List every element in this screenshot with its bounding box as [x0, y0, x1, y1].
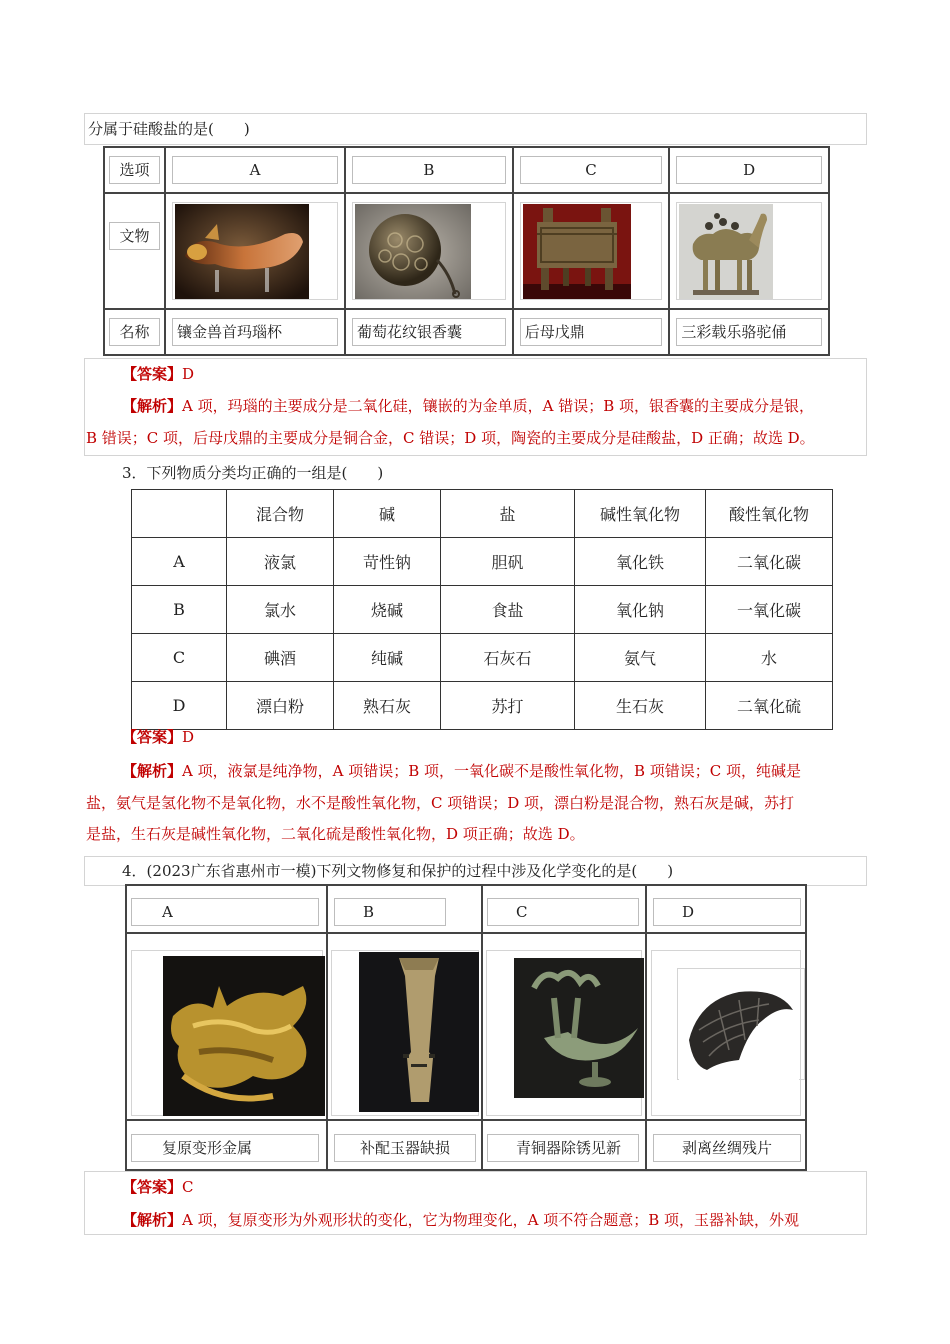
q4-option-d-letter: D — [653, 898, 801, 926]
q2-answer-label: 【答案】 — [122, 365, 183, 383]
q2-stem-tail: 分属于硅酸盐的是( ) — [88, 120, 250, 138]
table-row — [132, 634, 833, 682]
q3-analysis-line3: 是盐，生石灰是碱性氧化物，二氧化硫是酸性氧化物，D 项正确；故选 D。 — [86, 825, 585, 843]
q3-cell: 胆矾 — [441, 538, 575, 586]
q3-answer-label: 【答案】 — [122, 728, 183, 746]
q3-cell: 氧化铁 — [575, 538, 706, 586]
agate-cup-image — [175, 204, 309, 300]
q4-analysis-label: 【解析】 — [122, 1211, 183, 1229]
q4-option-b-caption: 补配玉器缺损 — [334, 1134, 476, 1162]
q2-option-b-letter: B — [352, 156, 506, 184]
q3-stem: 3．下列物质分类均正确的一组是( ) — [122, 464, 384, 482]
q3-cell: A — [132, 538, 227, 586]
q2-artifact-table — [103, 146, 830, 356]
q3-cell: B — [132, 586, 227, 634]
q4-option-b-letter: B — [334, 898, 446, 926]
q2-analysis-line2: B 错误；C 项，后母戊鼎的主要成分是铜合金，C 错误；D 项，陶瓷的主要成分是硅酸盐，D 正确；故选 D。 — [86, 429, 815, 447]
q2-row-artifact-label: 文物 — [109, 222, 160, 250]
q2-header-option-label: 选项 — [109, 156, 160, 184]
q3-cell: 漂白粉 — [227, 682, 334, 730]
q4-analysis-text1: A 项，复原变形为外观形状的变化，它为物理变化，A 项不符合题意；B 项，玉器补缺，外观 — [182, 1211, 800, 1229]
q3-header-cell: 碱性氧化物 — [575, 490, 706, 538]
q3-cell: C — [132, 634, 227, 682]
q3-cell: 苛性钠 — [334, 538, 441, 586]
sancai-camel-image — [679, 204, 773, 300]
q2-option-a-name: 镶金兽首玛瑙杯 — [172, 318, 338, 346]
q2-option-b-name: 葡萄花纹银香囊 — [352, 318, 506, 346]
q3-header-cell — [132, 490, 227, 538]
q3-cell: 碘酒 — [227, 634, 334, 682]
q3-cell: 生石灰 — [575, 682, 706, 730]
jade-blade-image — [359, 952, 479, 1112]
q3-cell: 氨气 — [575, 634, 706, 682]
q3-cell: 液氯 — [227, 538, 334, 586]
q3-analysis-line2: 盐，氨气是氢化物不是氧化物，水不是酸性氧化物，C 项错误；D 项，漂白粉是混合物，熟石灰是碱，苏打 — [86, 794, 795, 812]
bronze-bird-image — [514, 958, 644, 1098]
q4-option-c-letter: C — [487, 898, 639, 926]
q3-cell: 氧化钠 — [575, 586, 706, 634]
q3-cell: 二氧化碳 — [706, 538, 833, 586]
q3-cell: 烧碱 — [334, 586, 441, 634]
q2-option-d-name: 三彩载乐骆驼俑 — [676, 318, 822, 346]
q2-row-name-label: 名称 — [109, 318, 160, 346]
q2-option-c-image-frame — [520, 202, 663, 300]
q3-cell: 熟石灰 — [334, 682, 441, 730]
q4-option-d-caption: 剥离丝绸残片 — [653, 1134, 801, 1162]
q4-answer-value: C — [182, 1178, 194, 1196]
silver-sachet-image — [355, 204, 471, 300]
q2-analysis-line1 — [122, 391, 814, 421]
q3-answer — [122, 727, 194, 747]
q3-cell: 水 — [706, 634, 833, 682]
table-row — [132, 538, 833, 586]
q4-options-grid — [125, 884, 807, 1171]
q3-cell: 二氧化硫 — [706, 682, 833, 730]
gold-mask-image — [163, 956, 325, 1116]
q2-analysis-label: 【解析】 — [122, 397, 183, 415]
q4-option-a-caption: 复原变形金属 — [131, 1134, 319, 1162]
q3-classification-table — [131, 489, 833, 730]
q2-option-b-image-frame — [352, 202, 506, 300]
q2-option-c-name: 后母戊鼎 — [520, 318, 663, 346]
q3-cell: 纯碱 — [334, 634, 441, 682]
q4-analysis-line1 — [122, 1205, 799, 1235]
q3-cell: 苏打 — [441, 682, 575, 730]
q2-option-a-letter: A — [172, 156, 338, 184]
q3-header-cell: 酸性氧化物 — [706, 490, 833, 538]
q2-option-d-image-frame — [676, 202, 822, 300]
q3-analysis-line1 — [122, 756, 801, 786]
q3-cell: 食盐 — [441, 586, 575, 634]
q2-option-a-image-frame — [172, 202, 338, 300]
q3-header-cell: 盐 — [441, 490, 575, 538]
q2-answer-value: D — [182, 365, 195, 383]
q3-cell: 石灰石 — [441, 634, 575, 682]
q2-answer — [122, 364, 194, 384]
q4-answer-label: 【答案】 — [122, 1178, 183, 1196]
q4-option-a-letter: A — [131, 898, 319, 926]
q3-header-cell: 混合物 — [227, 490, 334, 538]
q4-option-c-caption: 青铜器除锈见新 — [487, 1134, 639, 1162]
q3-cell: D — [132, 682, 227, 730]
q3-cell: 一氧化碳 — [706, 586, 833, 634]
bronze-ding-image — [523, 204, 631, 300]
q3-analysis-text1: A 项，液氯是纯净物，A 项错误；B 项，一氧化碳不是酸性氧化物，B 项错误；C 项，纯碱是 — [182, 762, 802, 780]
q4-answer — [122, 1177, 194, 1197]
q2-analysis-text1: A 项，玛瑙的主要成分是二氧化硅，镶嵌的为金单质，A 错误；B 项，银香囊的主要成分是银， — [182, 397, 815, 415]
q2-option-c-letter: C — [520, 156, 663, 184]
q3-answer-value: D — [182, 728, 195, 746]
q3-header-cell: 碱 — [334, 490, 441, 538]
q3-analysis-label: 【解析】 — [122, 762, 183, 780]
q3-cell: 氯水 — [227, 586, 334, 634]
silk-fragment-image — [679, 970, 799, 1080]
table-row — [132, 682, 833, 730]
q4-stem: 4．(2023广东省惠州市一模)下列文物修复和保护的过程中涉及化学变化的是( ) — [122, 862, 674, 880]
table-row — [132, 586, 833, 634]
q2-option-d-letter: D — [676, 156, 822, 184]
